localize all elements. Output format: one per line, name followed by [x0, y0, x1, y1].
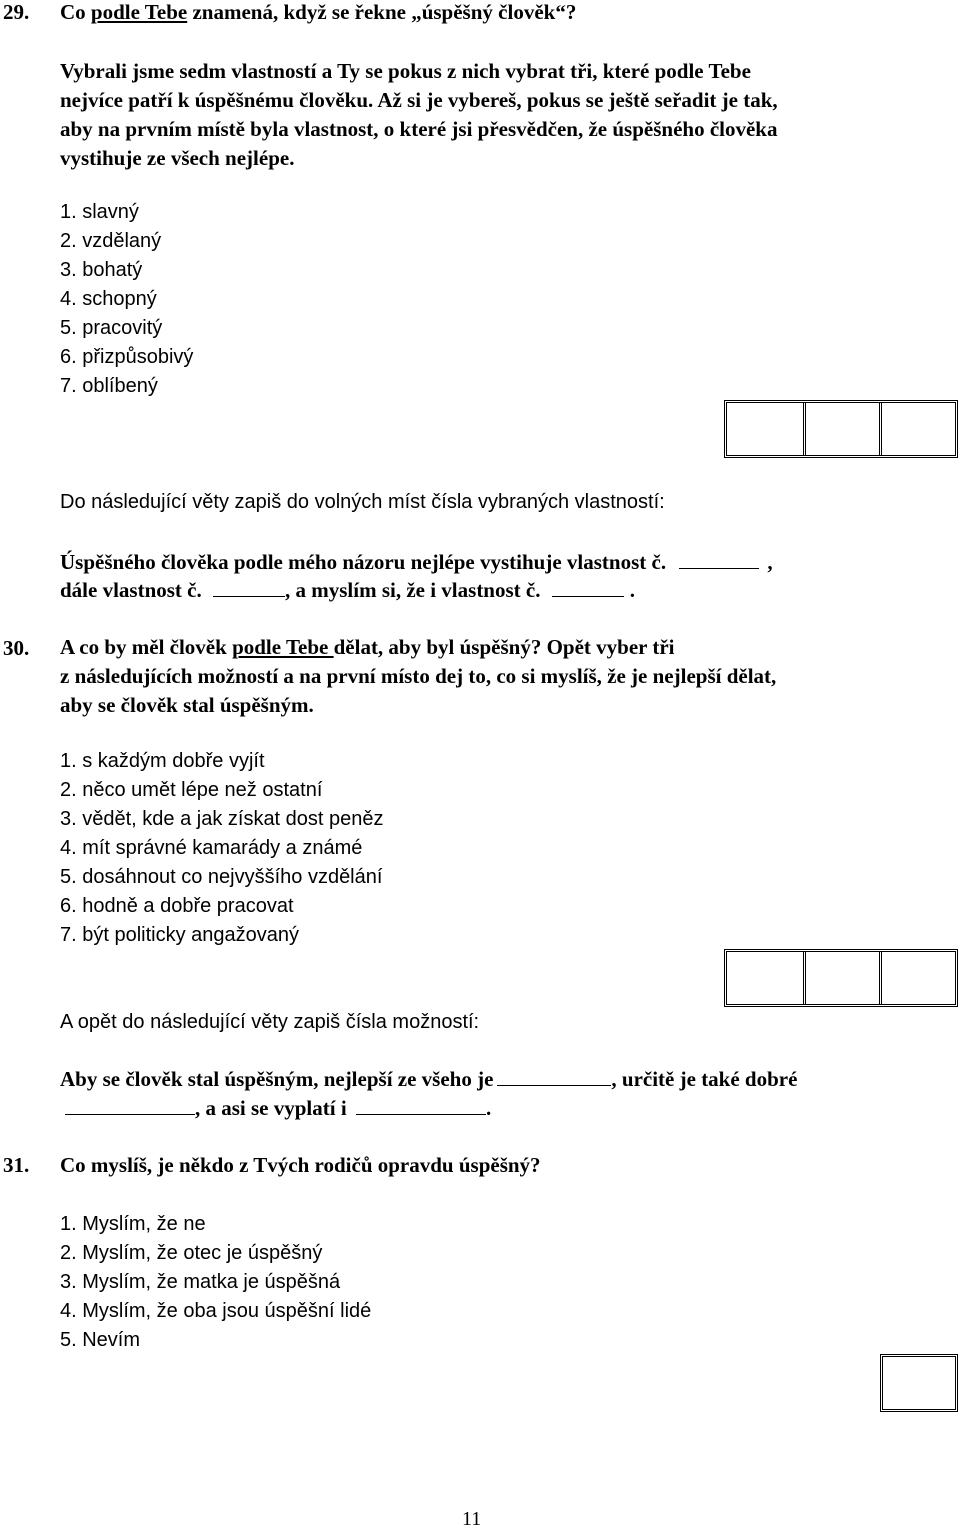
q29-option: 5. pracovitý — [60, 317, 163, 339]
q30-option: 6. hodně a dobře pracovat — [60, 895, 294, 917]
q30-title-post: dělat, aby byl úspěšný? Opět vyber tři — [333, 635, 675, 659]
q29-answer-box-1[interactable] — [727, 403, 803, 455]
q31-option: 3. Myslím, že matka je úspěšná — [60, 1271, 341, 1293]
q29-intro-line1: Vybrali jsme sedm vlastností a Ty se pokus z nich vybrat tři, které podle Tebe — [60, 59, 751, 83]
q29-instruction: Do následující věty zapiš do volných míst čísla vybraných vlastností: — [60, 491, 665, 513]
q29-answer-box-3[interactable] — [879, 403, 955, 455]
q29-sentence-line2 — [60, 578, 635, 603]
q29-blank-2[interactable] — [213, 578, 285, 597]
q29-number: 29. — [3, 0, 30, 24]
q30-answer-boxes — [724, 949, 958, 1007]
q31-option: 2. Myslím, že otec je úspěšný — [60, 1242, 323, 1264]
q30-sentence-line1 — [60, 1067, 797, 1092]
q30-answer-box-3[interactable] — [879, 952, 955, 1004]
q29-sentence-line1 — [60, 550, 773, 575]
q29-title — [60, 0, 576, 25]
q29-intro — [60, 57, 778, 173]
q29-intro-line2-a: nejvíce patří k úspěšnému člověku. — [60, 88, 378, 112]
q30-sentence-part2: , určitě je také dobré — [611, 1067, 798, 1091]
q29-intro-line2 — [60, 86, 778, 115]
q29-title-pre: Co — [60, 0, 91, 24]
q31-option: 5. Nevím — [60, 1329, 141, 1351]
q29-blank-1[interactable] — [679, 550, 759, 569]
q29-sentence-part5: . — [629, 578, 635, 602]
q31-option: 4. Myslím, že oba jsou úspěšní lidé — [60, 1300, 372, 1322]
q30-option: 4. mít správné kamarády a známé — [60, 837, 363, 859]
q30-sentence-line2 — [60, 1096, 491, 1121]
q31-options-list — [60, 1210, 371, 1355]
q31-title: Co myslíš, je někdo z Tvých rodičů opravdu úspěšný? — [60, 1153, 541, 1177]
q30-title — [60, 633, 776, 720]
q29-intro-line3: aby na prvním místě byla vlastnost, o které jsi přesvědčen, že úspěšného člověka — [60, 117, 778, 141]
q29-option: 7. oblíbený — [60, 375, 158, 397]
q31-number: 31. — [3, 1153, 30, 1177]
q29-option: 4. schopný — [60, 288, 157, 310]
q30-title-underlined: podle Tebe — [232, 635, 334, 659]
q30-options-list — [60, 747, 384, 950]
q29-option: 3. bohatý — [60, 259, 143, 281]
q30-title-pre: A co by měl člověk — [60, 635, 233, 659]
q30-option: 2. něco umět lépe než ostatní — [60, 779, 323, 801]
q29-intro-line2-b: Až si je vybereš, pokus se ještě seřadit je tak, — [377, 88, 778, 112]
q29-title-underlined: podle Tebe — [90, 0, 188, 24]
q29-answer-boxes — [724, 400, 958, 458]
q30-sentence-part3: , a asi se vyplatí i — [195, 1096, 347, 1120]
q30-title-line2: z následujících možností a na první místo dej to, co si myslíš, že je nejlepší dělat, — [60, 664, 777, 688]
q30-option: 3. vědět, kde a jak získat dost peněz — [60, 808, 384, 830]
q30-answer-box-2[interactable] — [803, 952, 879, 1004]
q30-blank-3[interactable] — [356, 1096, 486, 1115]
q29-sentence-part2: , — [767, 550, 773, 574]
q29-sentence-part4: , a myslím si, že i vlastnost č. — [285, 578, 541, 602]
q29-option: 6. přizpůsobivý — [60, 346, 194, 368]
q30-title-line1 — [60, 633, 776, 662]
q30-sentence-part4: . — [485, 1096, 492, 1120]
q30-sentence-part1: Aby se člověk stal úspěšným, nejlepší ze všeho je — [60, 1067, 494, 1091]
q29-option: 2. vzdělaný — [60, 230, 162, 252]
q31-answer-box[interactable] — [880, 1354, 958, 1412]
q31-option: 1. Myslím, že ne — [60, 1213, 206, 1235]
q30-number: 30. — [3, 636, 30, 660]
q29-answer-box-2[interactable] — [803, 403, 879, 455]
q30-option: 5. dosáhnout co nejvyššího vzdělání — [60, 866, 383, 888]
q30-title-line3: aby se člověk stal úspěšným. — [60, 693, 314, 717]
q29-blank-3[interactable] — [552, 578, 624, 597]
q30-blank-2[interactable] — [65, 1096, 195, 1115]
q29-intro-line4: vystihuje ze všech nejlépe. — [60, 146, 295, 170]
q30-option: 1. s každým dobře vyjít — [60, 750, 265, 772]
q29-option: 1. slavný — [60, 201, 139, 223]
q29-title-post: znamená, když se řekne „úspěšný člověk“? — [187, 0, 577, 24]
q29-options-list — [60, 198, 193, 401]
page-number: 11 — [462, 1508, 482, 1530]
q30-answer-box-1[interactable] — [727, 952, 803, 1004]
q30-instruction: A opět do následující věty zapiš čísla možností: — [60, 1011, 480, 1033]
q30-blank-1[interactable] — [497, 1067, 611, 1086]
q29-sentence-part3: dále vlastnost č. — [60, 578, 202, 602]
q30-option: 7. být politicky angažovaný — [60, 924, 300, 946]
q29-sentence-part1: Úspěšného člověka podle mého názoru nejlépe vystihuje vlastnost č. — [60, 550, 667, 574]
